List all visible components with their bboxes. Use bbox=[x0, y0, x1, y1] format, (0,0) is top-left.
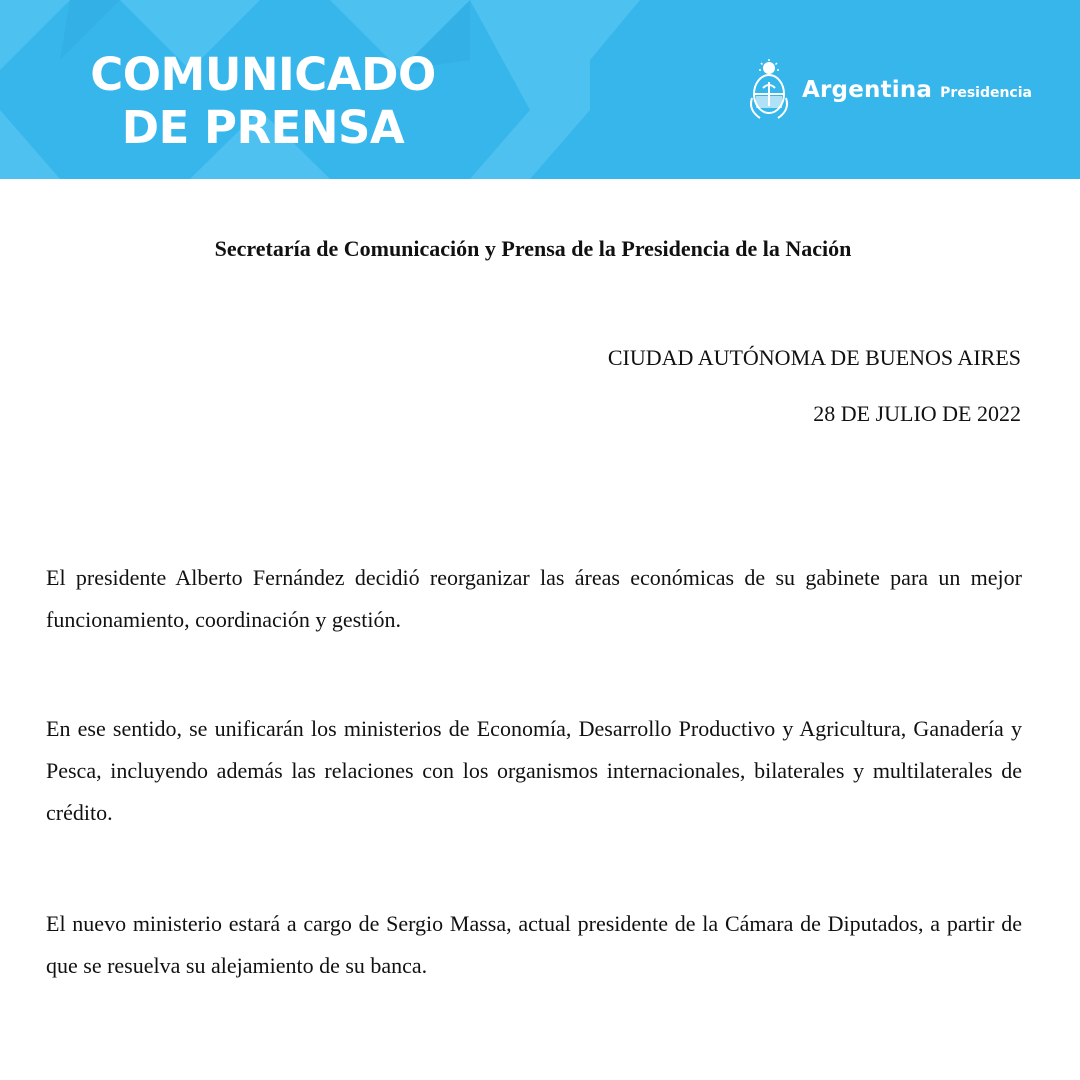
body-paragraph-3: El nuevo ministerio estará a cargo de Sergio Massa, actual presidente de la Cámara de Diputados, a partir de que se resuelva su alejamiento de su banca. bbox=[46, 911, 1022, 978]
location-line: CIUDAD AUTÓNOMA DE BUENOS AIRES bbox=[607, 345, 1021, 370]
header-banner bbox=[0, 0, 1080, 179]
brand-subtitle: Presidencia bbox=[940, 85, 1032, 101]
issuing-office: Secretaría de Comunicación y Prensa de la Presidencia de la Nación bbox=[214, 236, 852, 261]
banner-title: COMUNICADO DE PRENSA bbox=[90, 48, 436, 154]
argentina-presidencia-logo bbox=[748, 58, 1032, 122]
date-line: 28 DE JULIO DE 2022 bbox=[813, 401, 1021, 426]
brand-name: Argentina bbox=[802, 77, 933, 103]
body-paragraph-2: En ese sentido, se unificarán los ministerios de Economía, Desarrollo Productivo y Agricultura, Ganadería y Pesca, incluyendo además las relaciones con los organismos internacionales, bilaterales y multilaterales de crédito. bbox=[46, 716, 1022, 825]
argentina-coat-of-arms-icon bbox=[748, 58, 790, 122]
body-paragraph-1: El presidente Alberto Fernández decidió reorganizar las áreas económicas de su gabinete para un mejor funcionamiento, coordinación y gestión. bbox=[46, 565, 1022, 632]
